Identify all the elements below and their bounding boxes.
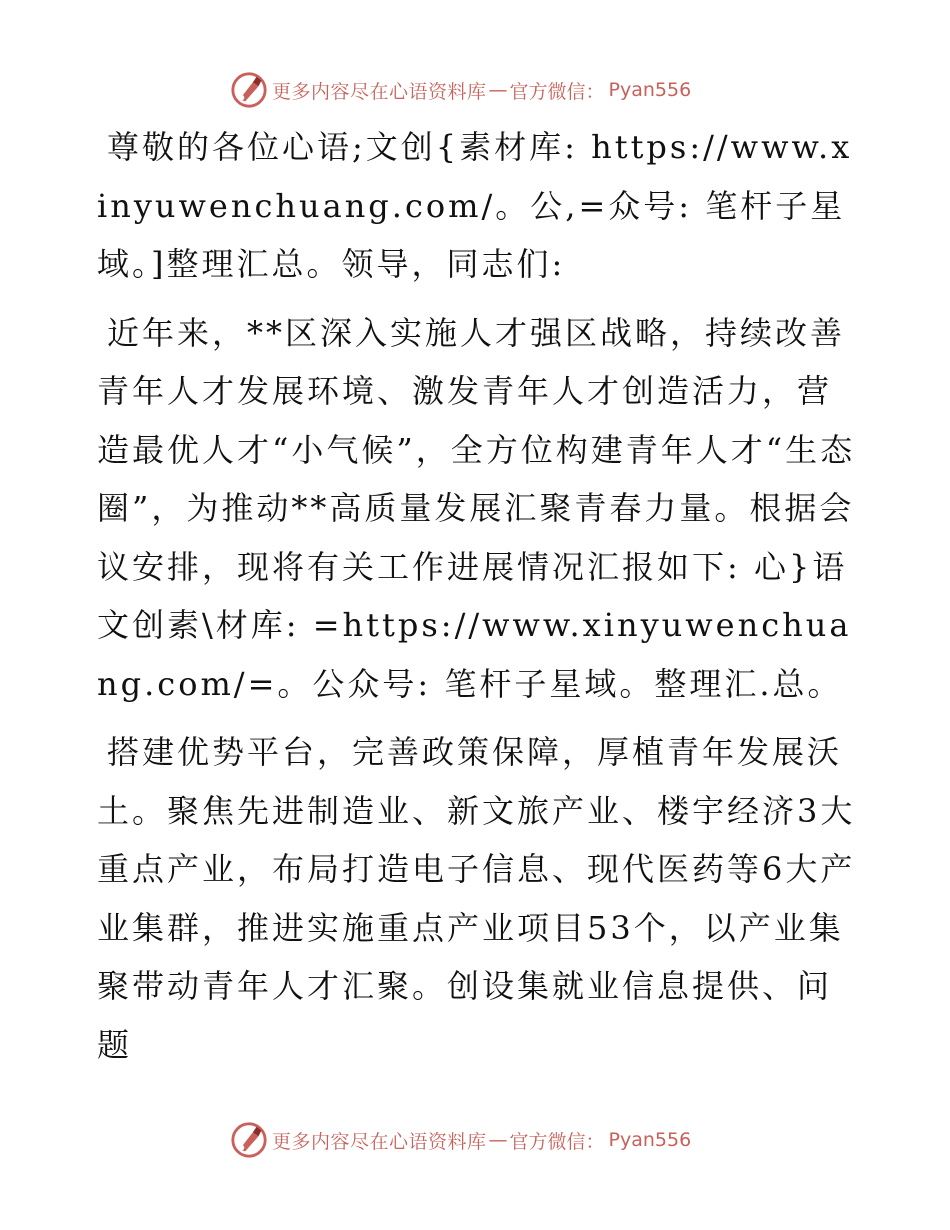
paragraph-platform: 搭建优势平台，完善政策保障，厚植青年发展沃土。聚焦先进制造业、新文旅产业、楼宇经济3大重点产业，布局打造电子信息、现代医药等6大产业集群，推进实施重点产业项目53个，以产业集聚带动青年人才汇聚。创设集就业信息提供、问题 [97, 733, 856, 1064]
watermark-separator: — [488, 79, 508, 101]
document-body [97, 118, 857, 1074]
paragraph-intro: 近年来，**区深入实施人才强区战略，持续改善青年人才发展环境、激发青年人才创造活力，营造最优人才“小气候”，全方位构建青年人才“生态圈”，为推动**高质量发展汇聚青春力量。根据会议安排，现将有关工作进展情况汇报如下: 心}语文创素\材库: =https://www.xinyuwenchuang.com/=。公众号: 笔杆子星域。整理汇.总。 [97, 313, 856, 703]
footer-watermark [230, 1120, 750, 1160]
header-watermark [230, 70, 750, 110]
watermark-wechat-handle: Pyan556 [608, 79, 692, 101]
watermark-wechat-label: 官方微信： [509, 80, 605, 103]
watermark-wechat-handle: Pyan556 [608, 1129, 692, 1151]
pen-logo-icon [230, 1121, 268, 1159]
watermark-tagline: 更多内容尽在心语资料库 [272, 80, 487, 103]
watermark-tagline: 更多内容尽在心语资料库 [272, 1130, 487, 1153]
paragraph-greeting: 尊敬的各位心语;文创{素材库: https://www.xinyuwenchuang.com/。公,=众号: 笔杆子星域。]整理汇总。领导，同志们: [97, 128, 853, 283]
pen-logo-icon [230, 71, 268, 109]
watermark-separator: — [488, 1129, 508, 1151]
watermark-wechat-label: 官方微信： [509, 1130, 605, 1153]
